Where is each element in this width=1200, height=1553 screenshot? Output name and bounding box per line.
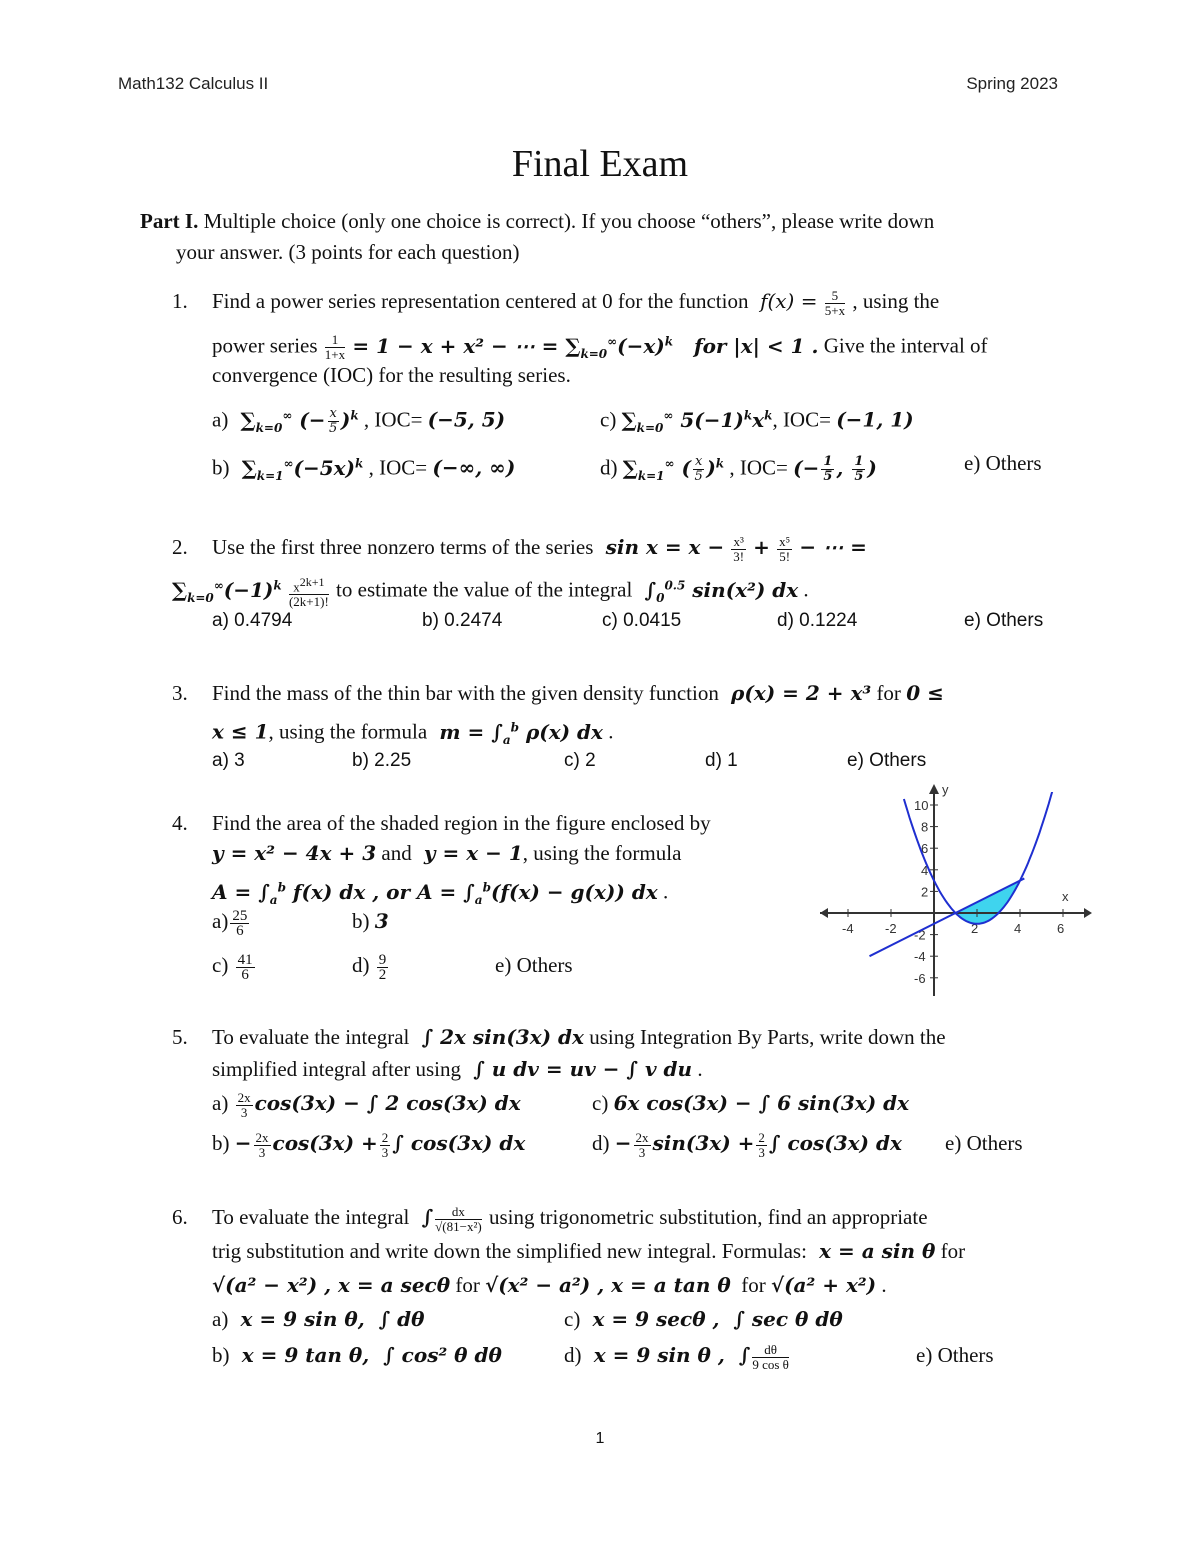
q3-density: ρ(x) = 2 + x³ <box>724 681 872 705</box>
q4-figure <box>812 776 1092 998</box>
q1-text-a: Find a power series representation centered at 0 for the function <box>212 289 749 313</box>
q4-option-d[interactable]: d) $\frac{9}{2}$ <box>352 951 387 983</box>
q6-option-e[interactable]: e) Others <box>916 1343 994 1367</box>
q6-text-b: using trigonometric substitution, find an appropriate <box>488 1205 928 1229</box>
q1-text-c: power series <box>212 333 318 358</box>
y-tick-label: -6 <box>914 970 926 986</box>
q1-text-d: Give the interval of <box>823 333 988 358</box>
q4-option-a[interactable]: a) $\frac{25}{6}$ <box>212 907 248 939</box>
q5-option-d[interactable]: d) − $\frac{2x}{3}$ sin(3x) + $\frac{2}{3}$ ∫ cos(3x) dx <box>592 1129 902 1160</box>
question-number: 5. <box>172 1025 188 1049</box>
q5-text-a: To evaluate the integral <box>212 1025 410 1049</box>
x-axis-arrow-left <box>820 908 828 918</box>
instructions-line1: Multiple choice (only one choice is correct). If you choose “others”, please write down <box>203 209 935 233</box>
q3-text-a: Find the mass of the thin bar with the given density function <box>212 681 719 705</box>
exam-page: Math132 Calculus II Spring 2023 Final Exam Part I. Multiple choice (only one choice is correct). If you choose “others”, please write down your answer. (3 points for each question) 1. Find a power series representation centered at 0 for the function f(x) = $\frac{5}{5+x}$ , using the power series $\frac{1}{1+x}$ = 1 − x + x² − ⋯ = $\sum_{k=0}^\infty(-x)^k$ for |x| < 1 . Give the interval of convergence (IOC) for the resulting series. a) $\sum_{k=0}^\infty$ (− $\frac{x}{5}$ )$^k$ , IOC= (−5, 5) c) $\sum_{k=0}^\infty$ $5(-1)^kx^k$, IOC= (−1, 1) b) $\sum_{k=1}^\infty(-5x)^k$ , IOC= (−∞, ∞) d) $\sum_{k=1}^\infty$ ( $\frac{x}{5}$ )$^k$ , IOC= (− $\frac{1}{5}$ , $\frac{1}{5}$ ) e) Others 2. Use the first three nonzero terms of the series sin x = x − $\frac{\text{x³}}{3!}$ + $\frac{\text{x⁵}}{5!}$ − ⋯ = $\sum_{k=0}^\infty(-1)^k$ $\frac{x^{2k+1}}{(2k+1)!}$ to estimate the value of the integral $\int_0^{0.5}$ sin(x²) dx . a) 0.4794 b) 0.2474 c) 0.0415 d) 0.1224 e) Others 3. Find the mass of the thin bar with the given density function ρ(x) = 2 + x³ for 0 ≤ x ≤ 1, using the formula $m = \int_a^b$ ρ(x) dx . a) 3 b) 2.25 c) 2 d) 1 e) Others 4. Find the area of the shaded region in the figure enclosed by y = x² − 4x + 3 and y = x − 1, using the formula $A = \int_a^b$ f(x) dx , or $A = \int_a^b(f(x) - g(x))$ dx . a) $\frac{25}{6}$ b) 3 c) $\frac{41}{6}$ d) $\frac{9}{2}$ e) Others -4 -2 2 4 6 10 8 6 4 2 -2 -4 -6 x y 5. To evaluate the integral ∫ 2x sin(3x) dx using Integration By Parts, write down the simplified integral after using ∫ u dv = uv − ∫ v du . a) $\frac{2x}{3}$ cos(3x) − ∫ 2 cos(3x) dx c) 6x cos(3x) − ∫ 6 sin(3x) dx b) − $\frac{2x}{3}$ cos(3x) + $\frac{2}{3}$ ∫ cos(3x) dx d) − $\frac{2x}{3}$ sin(3x) + $\frac{2}{3}$ ∫ cos(3x) dx e) Others 6. To evaluate the integral ∫ $\frac{dx}{\text{√(81−x²)}}$ using trigonometric substitution, find an appropriate trig substitution and write down the simplified new integral. Formulas: x = a sin θ for √(a² − x²) , x = a secθ for √(x² − a²) , x = a tan θ for √(a² + x²) . a) x = 9 sin θ, ∫ dθ c) x = 9 secθ , ∫ sec θ dθ b) x = 9 tan θ, ∫ cos² θ dθ d) x = 9 sin θ , ∫ $\frac{d\theta}{\text{9 cos θ}}$ e) Others 1 <box>0 0 1200 1553</box>
q3-option-e[interactable]: e) Others <box>847 750 927 771</box>
question-number: 1. <box>172 289 188 313</box>
x-tick-label: 4 <box>1014 921 1022 936</box>
x-tick-label: 2 <box>971 921 979 936</box>
part-label: Part I. <box>140 209 199 233</box>
q1-function: f(x) = <box>753 289 818 313</box>
q4-option-e[interactable]: e) Others <box>495 953 573 977</box>
shaded-region <box>956 881 1021 924</box>
q3-text-c: , using the formula <box>268 719 428 744</box>
q4-text-c: , using the formula <box>522 841 682 865</box>
q3-option-d[interactable]: d) 1 <box>705 750 738 771</box>
q2-option-e[interactable]: e) Others <box>964 610 1044 631</box>
q1-series-formula: = 1 − x + x² − ⋯ = $\sum_{k=0}^\infty(-x)^k$ for |x| < 1 . <box>352 333 819 361</box>
q1-option-e[interactable]: e) Others <box>964 451 1042 475</box>
instructions-line2: your answer. (3 points for each question) <box>176 240 520 264</box>
y-tick-label: 4 <box>921 862 929 878</box>
q6-option-d[interactable]: d) x = 9 sin θ , ∫ $\frac{d\theta}{\text{9 cos θ}}$ <box>564 1341 789 1372</box>
x-tick-label: -4 <box>842 921 854 936</box>
y-tick-label: 6 <box>921 841 929 857</box>
q6-integrand: $\frac{dx}{\text{√(81−x²)}}$ <box>435 1203 482 1234</box>
q2-option-d[interactable]: d) 0.1224 <box>777 610 858 631</box>
y-tick-label: -4 <box>914 949 926 965</box>
question-number: 3. <box>172 681 188 705</box>
q6-option-b[interactable]: b) x = 9 tan θ, ∫ cos² θ dθ <box>212 1343 502 1367</box>
question-number: 2. <box>172 535 188 559</box>
q5-option-e[interactable]: e) Others <box>945 1131 1023 1155</box>
q3-range: x ≤ 1 <box>212 719 269 744</box>
q5-integral: ∫ 2x sin(3x) dx <box>414 1025 584 1049</box>
q5-text-b: using Integration By Parts, write down the <box>589 1025 946 1049</box>
course-name: Math132 Calculus II <box>118 74 269 93</box>
q3-option-c[interactable]: c) 2 <box>564 750 596 771</box>
q4-option-b[interactable]: b) 3 <box>352 909 389 933</box>
y-tick-label: 2 <box>921 884 929 900</box>
q1-option-b[interactable]: b) $\sum_{k=1}^\infty(-5x)^k$ , IOC= (−∞, ∞) <box>212 455 516 483</box>
q5-option-b[interactable]: b) − $\frac{2x}{3}$ cos(3x) + $\frac{2}{3}$ ∫ cos(3x) dx <box>212 1129 526 1160</box>
q6-text-c: trig substitution and write down the simplified new integral. Formulas: <box>212 1239 807 1263</box>
q2-term-2: $\frac{\text{x³}}{3!}$ <box>733 533 745 564</box>
q3-formula: $m = \int_a^b$ ρ(x) dx <box>432 719 603 747</box>
q1-option-d[interactable]: d) $\sum_{k=1}^\infty$ ( $\frac{x}{5}$ )$^k$ , IOC= (− $\frac{1}{5}$ , $\frac{1}{5}$ ) <box>600 453 877 484</box>
q5-option-a[interactable]: a) $\frac{2x}{3}$ cos(3x) − ∫ 2 cos(3x) dx <box>212 1089 521 1120</box>
q5-text-c: simplified integral after using <box>212 1057 462 1081</box>
q6-text-d: for <box>940 1239 966 1263</box>
y-axis-label: y <box>942 782 949 797</box>
q2-option-a[interactable]: a) 0.4794 <box>212 610 293 631</box>
q4-option-c[interactable]: c) $\frac{41}{6}$ <box>212 951 253 983</box>
page-number: 1 <box>595 1430 605 1447</box>
q6-formulas: √(a² − x²) , x = a secθ <box>212 1273 451 1297</box>
q4-formula: $A = \int_a^b$ f(x) dx , or $A = \int_a^b(f(x) - g(x))$ dx <box>212 879 658 907</box>
q1-option-c[interactable]: c) $\sum_{k=0}^\infty$ $5(-1)^kx^k$, IOC= (−1, 1) <box>600 407 914 435</box>
q1-text-e: convergence (IOC) for the resulting series. <box>212 363 571 387</box>
q2-text-b: to estimate the value of the integral <box>336 577 633 602</box>
part-instructions <box>140 206 1050 268</box>
q6-option-a[interactable]: a) x = 9 sin θ, ∫ dθ <box>212 1307 425 1331</box>
q3-text-b: for <box>876 681 901 705</box>
question-number: 4. <box>172 811 188 835</box>
q2-sum-fraction: $\frac{x^{2k+1}}{(2k+1)!}$ <box>288 574 329 609</box>
y-tick-label: 8 <box>921 819 929 835</box>
question-number: 6. <box>172 1205 188 1229</box>
x-tick-label: 6 <box>1057 921 1065 936</box>
q5-option-c[interactable]: c) 6x cos(3x) − ∫ 6 sin(3x) dx <box>592 1091 910 1115</box>
q1-function-fraction: $\frac{5}{5+x}$ <box>824 287 846 318</box>
y-tick-label: 10 <box>914 798 929 813</box>
q6-text-a: To evaluate the integral <box>212 1205 410 1229</box>
q4-curve-2: y = x − 1 <box>416 841 523 865</box>
q2-integral: $\int_0^{0.5}$ sin(x²) dx <box>637 577 799 605</box>
x-axis-arrow-right <box>1084 908 1092 918</box>
q4-text-b: and <box>381 841 412 865</box>
q1-series-fraction: $\frac{1}{1+x}$ <box>324 332 346 363</box>
q6-option-c[interactable]: c) x = 9 secθ , ∫ sec θ dθ <box>564 1307 843 1331</box>
q2-option-c[interactable]: c) 0.0415 <box>602 610 682 631</box>
q1-text-b: , using the <box>852 289 940 313</box>
q6-integral: ∫ <box>414 1205 434 1229</box>
q4-text-a: Find the area of the shaded region in the figure enclosed by <box>212 811 711 835</box>
q3-option-b[interactable]: b) 2.25 <box>352 750 412 771</box>
page-title: Final Exam <box>511 143 689 185</box>
q2-option-b[interactable]: b) 0.2474 <box>422 610 503 631</box>
term: Spring 2023 <box>966 74 1058 93</box>
x-axis-label: x <box>1062 889 1069 904</box>
q2-term-3: $\frac{\text{x⁵}}{5!}$ <box>779 533 791 564</box>
y-axis-arrow <box>929 784 939 794</box>
q2-sine-series: sin x = x − <box>598 535 725 559</box>
q2-text-a: Use the first three nonzero terms of the series <box>212 535 594 559</box>
q1-option-a[interactable]: a) $\sum_{k=0}^\infty$ (− $\frac{x}{5}$ )$^k$ , IOC= (−5, 5) <box>212 405 506 436</box>
y-tick-label: -2 <box>914 927 926 943</box>
q2-sum-formula: $\sum_{k=0}^\infty(-1)^k$ <box>172 577 282 605</box>
line-curve <box>870 878 1025 956</box>
q4-curve-1: y = x² − 4x + 3 <box>212 841 377 865</box>
q5-parts-formula: ∫ u dv = uv − ∫ v du <box>466 1057 693 1081</box>
q3-option-a[interactable]: a) 3 <box>212 750 245 771</box>
x-tick-label: -2 <box>885 921 897 936</box>
